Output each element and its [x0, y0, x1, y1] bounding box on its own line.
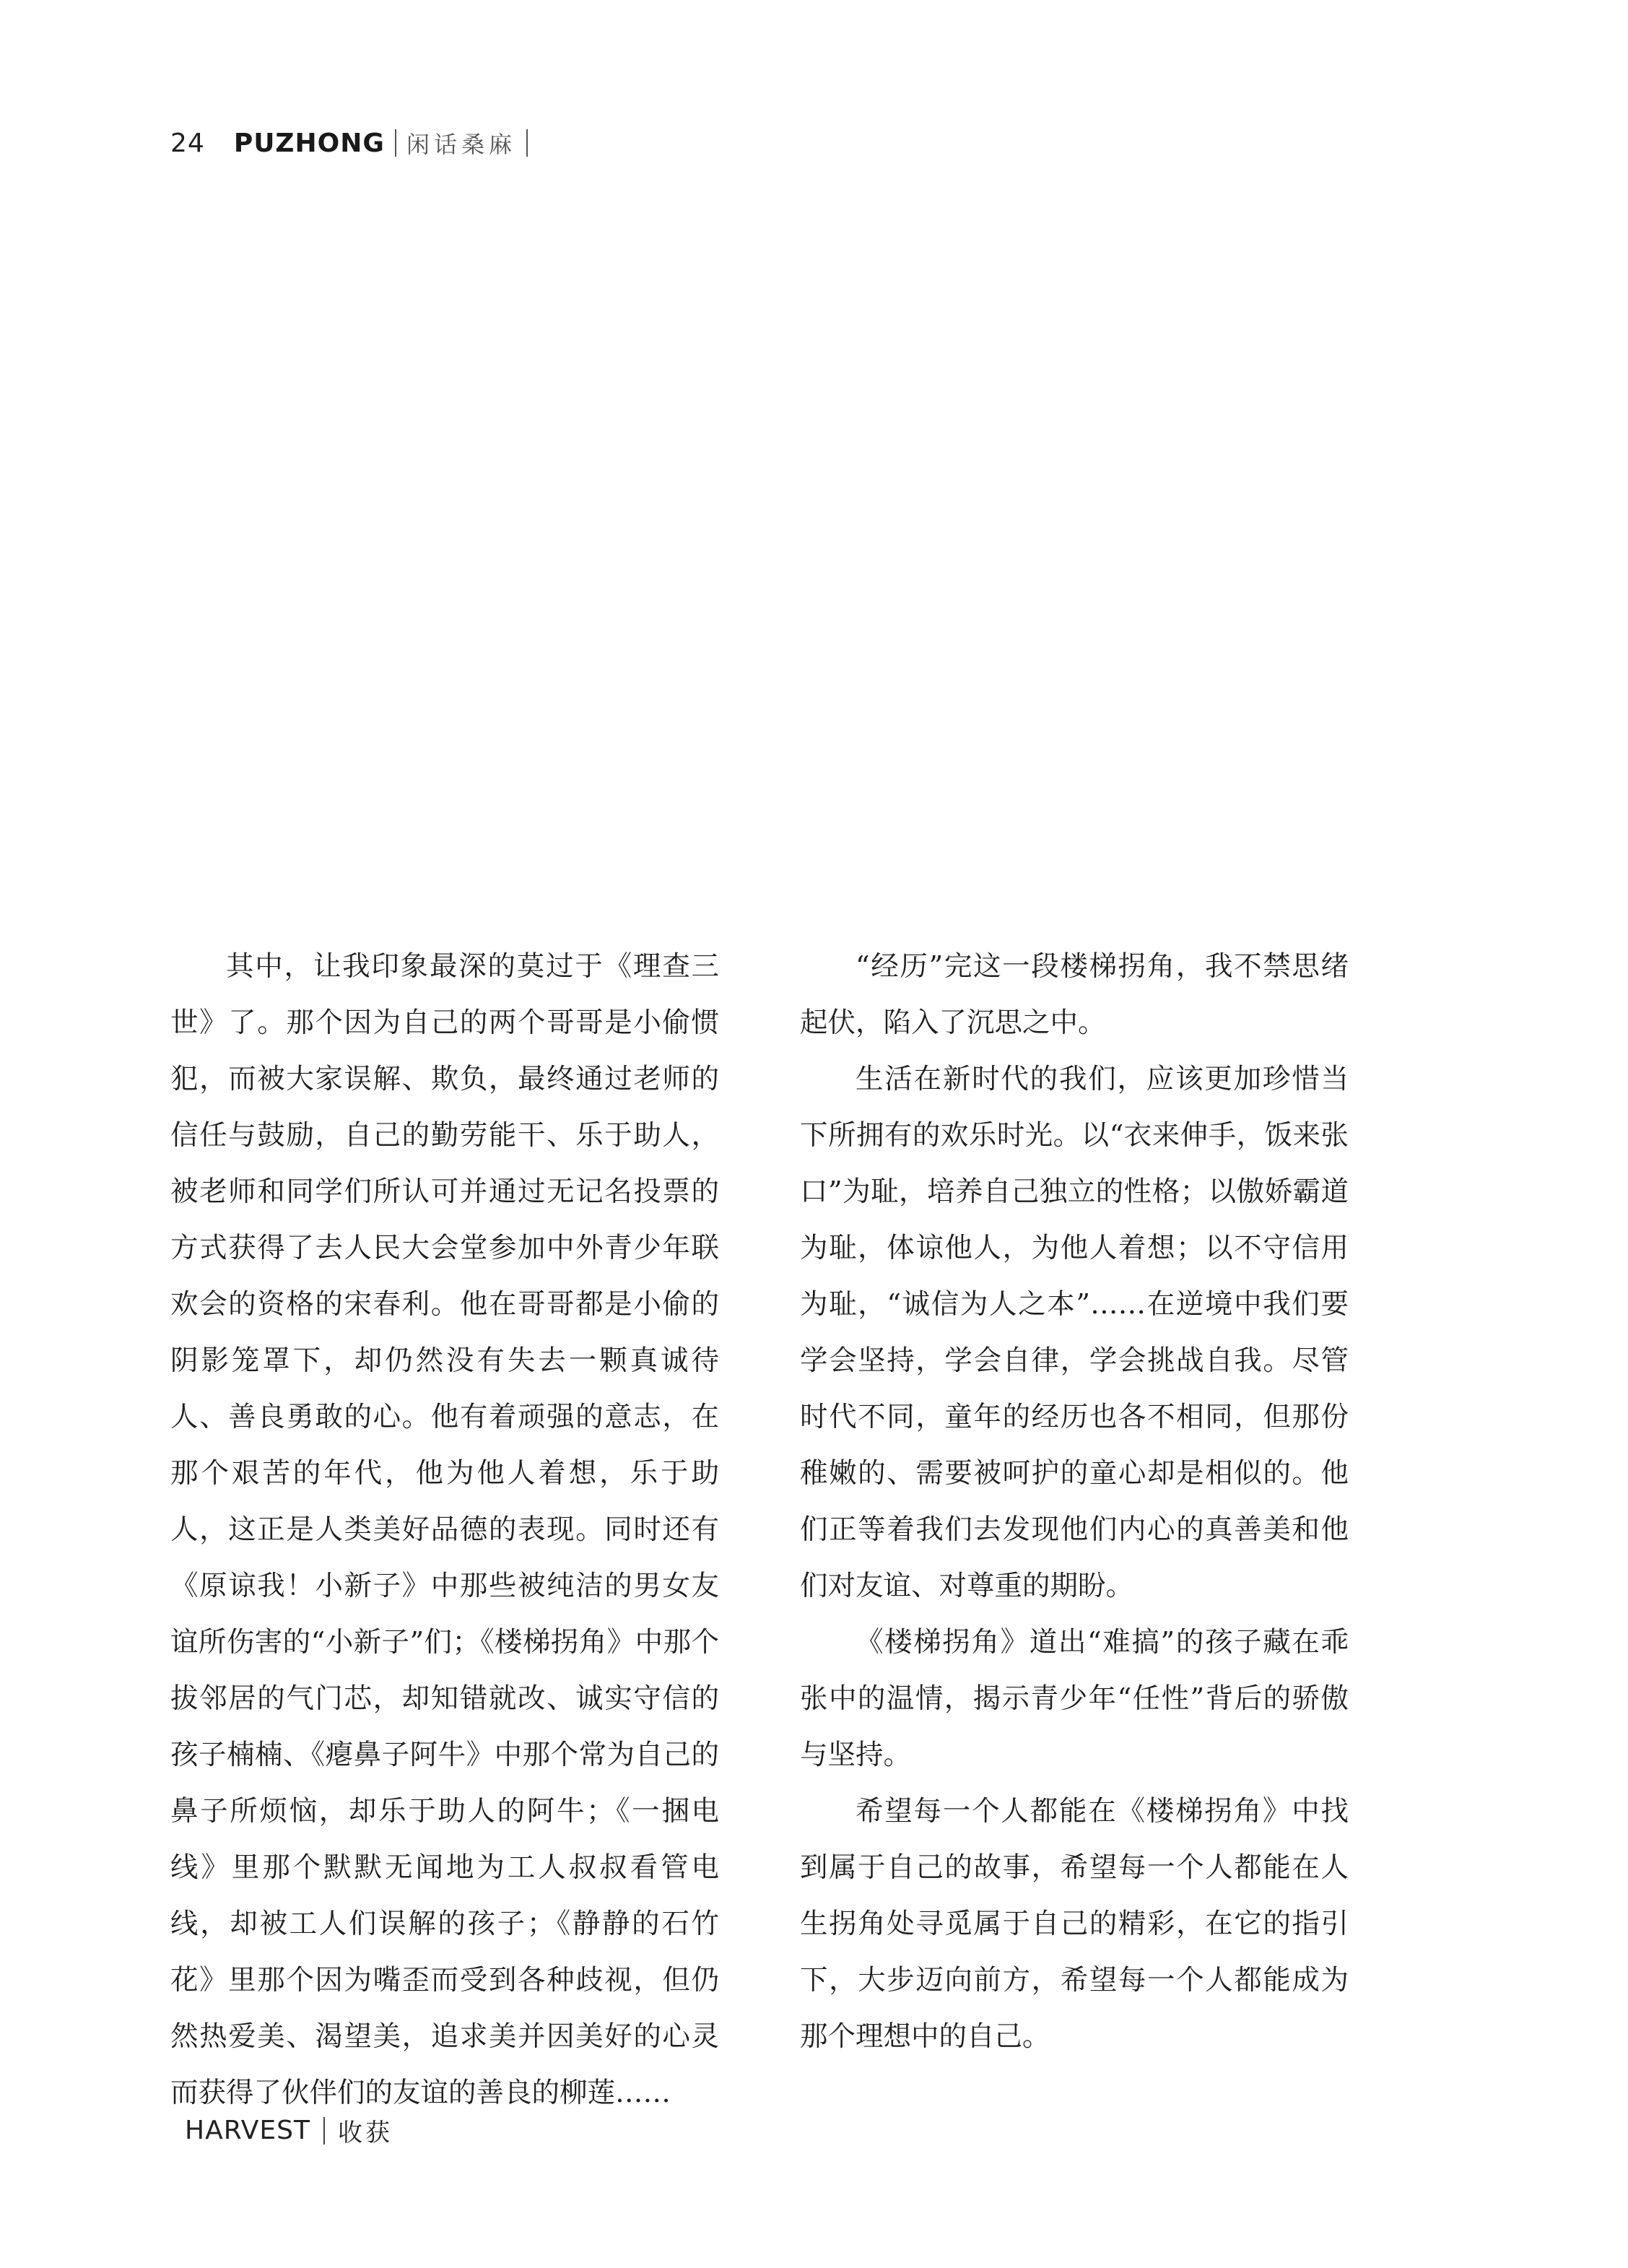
article-right-column [800, 939, 1349, 2065]
footer-column-name-english: HARVEST [185, 2116, 310, 2145]
left-paragraph-1: 其中，让我印象最深的莫过于《理查三世》了。那个因为自己的两个哥哥是小偷惯犯，而被大家误解、欺负，最终通过老师的信任与鼓励，自己的勤劳能干、乐于助人，被老师和同学们所认可并通过无记名投票的方式获得了去人民大会堂参加中外青少年联欢会的资格的宋春利。他在哥哥都是小偷的阴影笼罩下，却仍然没有失去一颗真诚待人、善良勇敢的心。他有着顽强的意志，在那个艰苦的年代，他为他人着想，乐于助人，这正是人类美好品德的表现。同时还有《原谅我！小新子》中那些被纯洁的男女友谊所伤害的“小新子”们；《楼梯拐角》中那个拔邻居的气门芯，却知错就改、诚实守信的孩子楠楠、《瘪鼻子阿牛》中那个常为自己的鼻子所烦恼，却乐于助人的阿牛；《一捆电线》里那个默默无闻地为工人叔叔看管电线，却被工人们误解的孩子；《静静的石竹花》里那个因为嘴歪而受到各种歧视，但仍然热爱美、渴望美，追求美并因美好的心灵而获得了伙伴们的友谊的善良的柳莲…… [170, 950, 719, 2109]
right-paragraph-4: 希望每一个人都能在《楼梯拐角》中找到属于自己的故事，希望每一个人都能在人生拐角处寻觅属于自己的精彩，在它的指引下，大步迈向前方，希望每一个人都能成为那个理想中的自己。 [800, 1795, 1349, 2053]
page-number: 24 [170, 128, 205, 158]
page-footer [185, 2113, 393, 2148]
section-divider-right [526, 129, 528, 157]
section-divider-left [395, 129, 396, 157]
footer-column-name-chinese: 收获 [337, 2119, 393, 2147]
page-header [170, 121, 538, 165]
section-name: 闲话桑麻 [406, 131, 516, 158]
magazine-name: PUZHONG [233, 128, 385, 158]
right-paragraph-2: 生活在新时代的我们，应该更加珍惜当下所拥有的欢乐时光。以“衣来伸手，饭来张口”为耻，培养自己独立的性格；以傲娇霸道为耻，体谅他人，为他人着想；以不守信用为耻，“诚信为人之本”……在逆境中我们要学会坚持，学会自律，学会挑战自我。尽管时代不同，童年的经历也各不相同，但那份稚嫩的、需要被呵护的童心却是相似的。他们正等着我们去发现他们内心的真善美和他们对友谊、对尊重的期盼。 [800, 1063, 1349, 1602]
right-paragraph-1: “经历”完这一段楼梯拐角，我不禁思绪起伏，陷入了沉思之中。 [800, 950, 1349, 1039]
right-paragraph-3: 《楼梯拐角》道出“难搞”的孩子藏在乖张中的温情，揭示青少年“任性”背后的骄傲与坚持。 [800, 1626, 1349, 1771]
footer-divider [323, 2117, 325, 2145]
article-left-column [170, 939, 719, 2121]
